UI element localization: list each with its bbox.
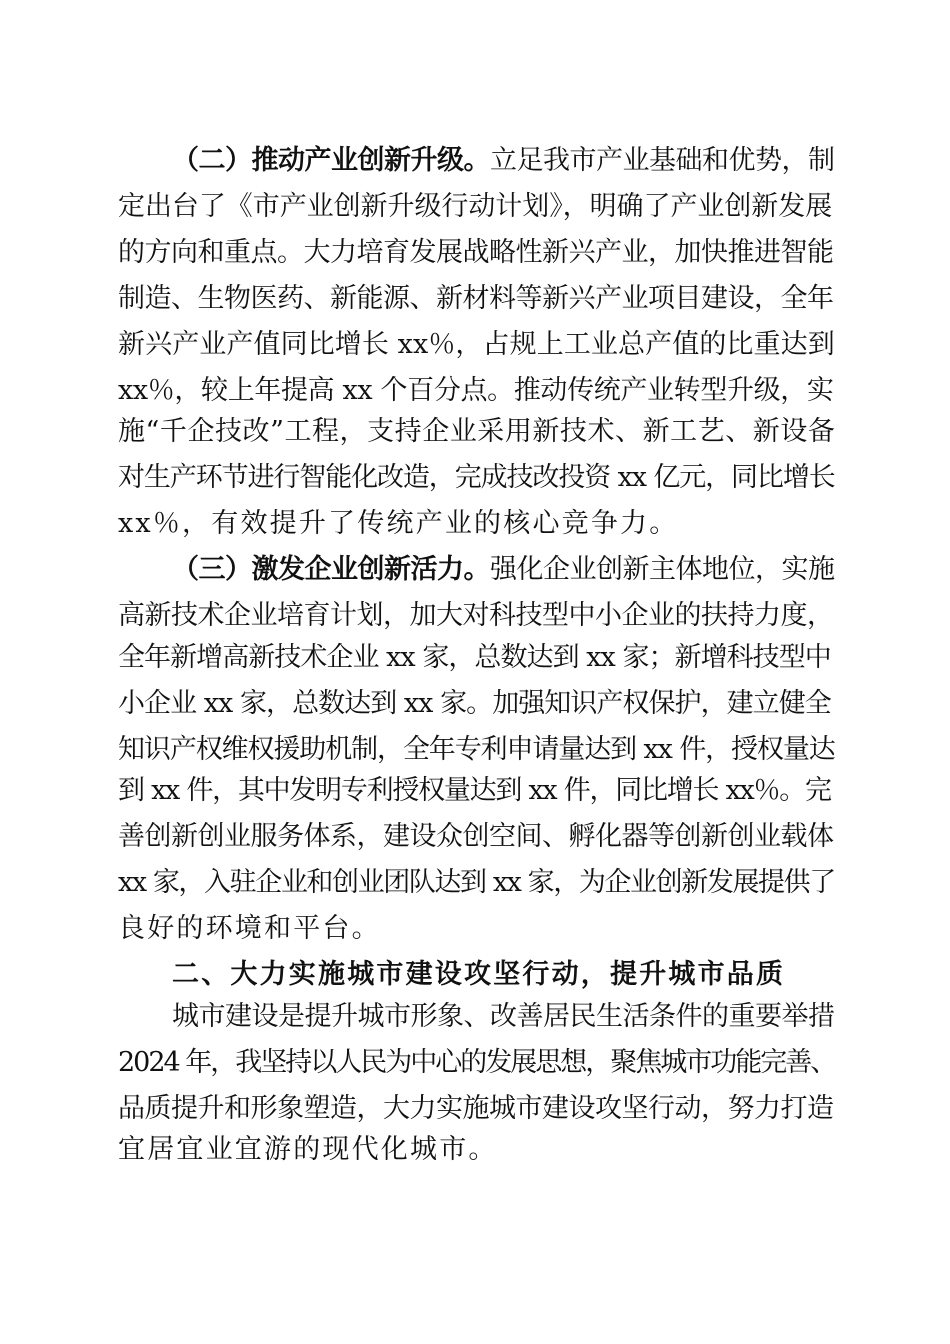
paragraph-line: 施“千企技改”工程，支持企业采用新技术、新工艺、新设备	[118, 416, 836, 447]
paragraph-line: xx％，有效提升了传统产业的核心竞争力。	[118, 508, 679, 539]
paragraph-line: 良好的环境和平台。	[118, 913, 381, 944]
paragraph-line	[172, 145, 835, 177]
paragraph-text: 立足我市产业基础和优势，制	[490, 145, 835, 176]
section-heading: 二、大力实施城市建设攻坚行动，提升城市品质	[172, 959, 786, 990]
paragraph-line: 宜居宜业宜游的现代化城市。	[118, 1134, 498, 1165]
paragraph-line: 到 xx 件，其中发明专利授权量达到 xx 件，同比增长 xx％。完	[118, 775, 831, 806]
subsection-title: （二）推动产业创新升级。	[172, 145, 490, 176]
paragraph-line: 新兴产业产值同比增长 xx％，占规上工业总产值的比重达到	[118, 329, 835, 360]
paragraph-line: 品质提升和形象塑造，大力实施城市建设攻坚行动，努力打造	[118, 1093, 834, 1124]
paragraph-line: 定出台了《市产业创新升级行动计划》，明确了产业创新发展	[118, 191, 833, 222]
paragraph-line	[172, 554, 835, 586]
paragraph-line: 善创新创业服务体系，建设众创空间、孵化器等创新创业载体	[118, 821, 834, 852]
paragraph-line: 知识产权维权援助机制，全年专利申请量达到 xx 件，授权量达	[118, 734, 835, 765]
paragraph-line: 城市建设是提升城市形象、改善居民生活条件的重要举措	[172, 1001, 835, 1032]
subsection-title: （三）激发企业创新活力。	[172, 554, 490, 585]
paragraph-line: 高新技术企业培育计划，加大对科技型中小企业的扶持力度，	[118, 600, 834, 631]
paragraph-line: xx％，较上年提高 xx 个百分点。推动传统产业转型升级，实	[118, 375, 834, 406]
paragraph-line: 2024 年，我坚持以人民为中心的发展思想，聚焦城市功能完善、	[118, 1047, 836, 1078]
paragraph-line: 对生产环节进行智能化改造，完成技改投资 xx 亿元，同比增长	[118, 462, 835, 493]
paragraph-line: 制造、生物医药、新能源、新材料等新兴产业项目建设，全年	[118, 283, 834, 314]
paragraph-line: 全年新增高新技术企业 xx 家，总数达到 xx 家；新增科技型中	[118, 642, 831, 673]
paragraph-line: 的方向和重点。大力培育发展战略性新兴产业，加快推进智能	[118, 237, 834, 268]
paragraph-line: xx 家，入驻企业和创业团队达到 xx 家，为企业创新发展提供了	[118, 867, 835, 898]
paragraph-text: 强化企业创新主体地位，实施	[490, 554, 835, 585]
paragraph-line: 小企业 xx 家，总数达到 xx 家。加强知识产权保护，建立健全	[118, 688, 831, 719]
